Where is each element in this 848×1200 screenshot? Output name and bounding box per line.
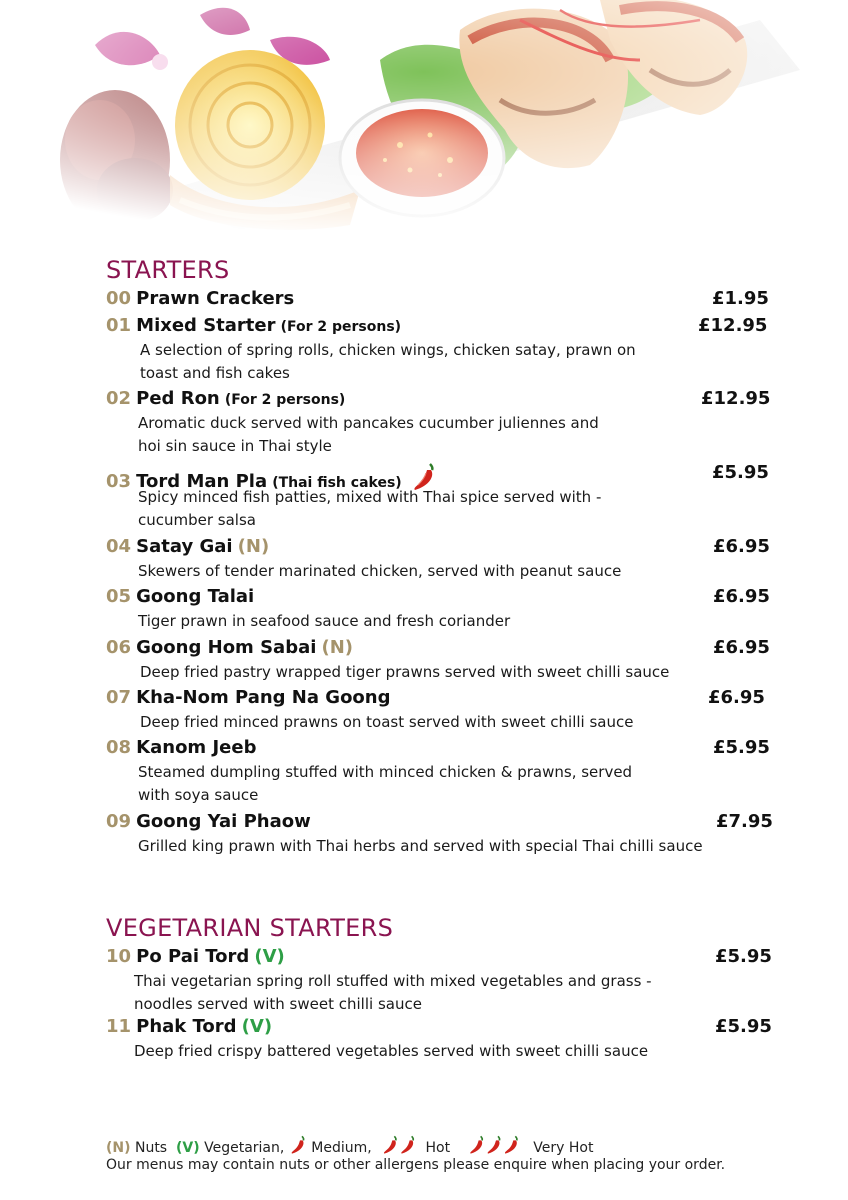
item-name: Goong Talai — [136, 586, 255, 607]
item-name: Kha-Nom Pang Na Goong — [136, 687, 391, 708]
item-number: 01 — [106, 315, 132, 336]
menu-item-08 — [106, 737, 786, 807]
item-name: Prawn Crackers — [136, 288, 295, 309]
item-number: 10 — [106, 946, 132, 967]
menu-item-02 — [106, 388, 786, 458]
item-note: (For 2 persons) — [224, 392, 346, 408]
menu-item-09 — [106, 811, 786, 858]
item-description: Deep fried pastry wrapped tiger prawns served with sweet chilli sauce — [140, 663, 670, 681]
legend-veg-label: Vegetarian, — [204, 1140, 285, 1156]
nuts-tag: (N) — [237, 536, 270, 557]
menu-item-04 — [106, 536, 786, 583]
item-description: Aromatic duck served with pancakes cucumber juliennes and hoi sin sauce in Thai style — [138, 414, 599, 455]
item-price: £6.95 — [713, 637, 770, 658]
item-description: Grilled king prawn with Thai herbs and served with special Thai chilli sauce — [138, 837, 703, 855]
section-title-vegetarian-starters: VEGETARIAN STARTERS — [106, 914, 394, 942]
item-number: 11 — [106, 1016, 132, 1037]
item-number: 03 — [106, 471, 132, 492]
item-name: Goong Hom Sabai — [136, 637, 317, 658]
legend-nuts-label: Nuts — [134, 1140, 168, 1156]
item-name: Satay Gai — [136, 536, 233, 557]
legend-very-hot-label: Very Hot — [533, 1140, 594, 1156]
vegetarian-tag: (V) — [254, 946, 285, 967]
item-price: £5.95 — [712, 462, 769, 483]
item-price: £6.95 — [708, 687, 765, 708]
allergen-note: Our menus may contain nuts or other allergens please enquire when placing your order. — [106, 1157, 726, 1173]
menu-item-11 — [106, 1016, 786, 1063]
item-number: 00 — [106, 288, 132, 309]
item-name: Tord Man Pla — [136, 471, 268, 492]
item-number: 06 — [106, 637, 132, 658]
item-number: 07 — [106, 687, 132, 708]
item-number: 02 — [106, 388, 132, 409]
item-number: 08 — [106, 737, 132, 758]
item-name: Ped Ron — [136, 388, 220, 409]
item-price: £5.95 — [715, 946, 772, 967]
vegetarian-tag: (V) — [241, 1016, 273, 1037]
section-title-starters: STARTERS — [106, 256, 230, 284]
item-price: £12.95 — [698, 315, 768, 336]
item-description: Steamed dumpling stuffed with minced chicken & prawns, served with soya sauce — [138, 763, 633, 804]
menu-item-00 — [106, 288, 786, 310]
chili-pepper-icon — [411, 462, 437, 498]
item-price: £5.95 — [713, 737, 770, 758]
legend-medium-label: Medium, — [311, 1140, 372, 1156]
menu-item-01 — [106, 315, 786, 385]
item-price: £7.95 — [716, 811, 773, 832]
item-name: Po Pai Tord — [136, 946, 250, 967]
item-price: £6.95 — [713, 536, 770, 557]
item-price: £12.95 — [701, 388, 771, 409]
item-note: (For 2 persons) — [280, 319, 402, 335]
nuts-tag: (N) — [321, 637, 354, 658]
menu-item-10 — [106, 946, 786, 1016]
item-price: £6.95 — [713, 586, 770, 607]
item-name: Phak Tord — [136, 1016, 237, 1037]
item-name: Mixed Starter — [136, 315, 276, 336]
item-price: £5.95 — [715, 1016, 772, 1037]
item-number: 05 — [106, 586, 132, 607]
item-description: Deep fried crispy battered vegetables served with sweet chilli sauce — [134, 1042, 649, 1060]
item-name: Kanom Jeeb — [136, 737, 257, 758]
item-note: (Thai fish cakes) — [272, 475, 402, 491]
item-description: Spicy minced fish patties, mixed with Thai spice served with - cucumber salsa — [138, 488, 602, 529]
item-description: Tiger prawn in seafood sauce and fresh coriander — [138, 612, 511, 630]
menu-item-05 — [106, 586, 786, 633]
menu-item-07 — [106, 687, 786, 734]
item-description: A selection of spring rolls, chicken wings, chicken satay, prawn on toast and fish cakes — [140, 341, 636, 382]
legend-hot-label: Hot — [425, 1140, 451, 1156]
item-description: Skewers of tender marinated chicken, served with peanut sauce — [138, 562, 622, 580]
item-description: Thai vegetarian spring roll stuffed with mixed vegetables and grass - noodles served with sweet chilli sauce — [134, 972, 652, 1013]
legend-veg-tag: (V) — [176, 1140, 200, 1156]
item-price: £1.95 — [712, 288, 769, 309]
hero-food-image — [0, 0, 848, 240]
item-number: 04 — [106, 536, 132, 557]
item-number: 09 — [106, 811, 132, 832]
legend-nuts-tag: (N) — [106, 1140, 131, 1156]
menu-item-06 — [106, 637, 786, 684]
item-name: Goong Yai Phaow — [136, 811, 311, 832]
item-description: Deep fried minced prawns on toast served with sweet chilli sauce — [140, 713, 634, 731]
menu-item-03 — [106, 462, 786, 532]
